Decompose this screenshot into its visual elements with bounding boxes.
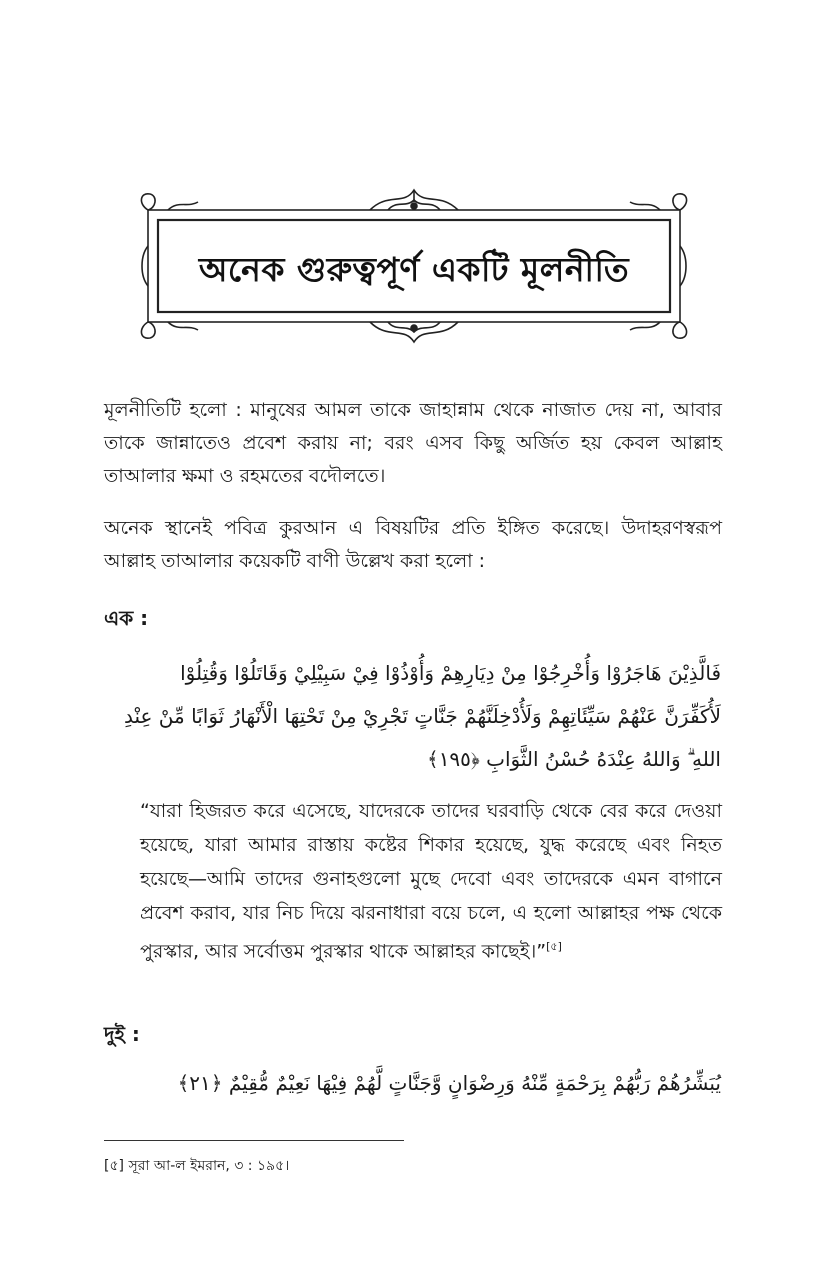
footnote-divider [104,1140,404,1141]
section-two-arabic-verse: يُبَشِّرُهُمْ رَبُّهُمْ بِرَحْمَةٍ مِّنْهُ وَرِضْوَانٍ وَّجَنَّاتٍ لَّهُمْ فِيْهَا نَعِيْمٌ مُّقِيْمٌ ﴿٢١﴾ [177,1071,721,1095]
footnote: [৫] সূরা আ-ল ইমরান, ৩ : ১৯৫। [104,1158,290,1174]
section-one-arabic-verse: فَالَّذِيْنَ هَاجَرُوْا وَأُخْرِجُوْا مِنْ دِيَارِهِمْ وَأُوْذُوْا فِيْ سَبِيْلِيْ وَقَاتَلُوْا وَقُتِلُوْا لَأُكَفِّرَنَّ عَنْهُمْ سَيِّئَاتِهِمْ وَلَأُدْخِلَنَّهُمْ جَنَّاتٍ تَجْرِيْ مِنْ تَحْتِهَا الْأَنْهَارُ ثَوَابًا مِّنْ عِنْدِ اللهِ ۗ وَاللهُ عِنْدَهُ حُسْنُ الثَّوَابِ ﴿١٩٥﴾ [123,661,721,771]
section-two-heading: দুই : [104,1022,140,1046]
footnote-reference: [৫] [546,940,562,953]
title-frame [138,186,690,344]
intro-paragraph: মূলনীতিটি হলো : মানুষের আমল তাকে জাহান্নাম থেকে নাজাত দেয় না, আবার তাকে জান্নাতেও প্রবেশ করায় না; বরং এসব কিছু অর্জিত হয় কেবল আল্লাহ তাআলার ক্ষমা ও রহমতের বদৌলতে। [104,399,722,487]
section-one-heading: এক : [104,606,149,630]
translation-text: “যারা হিজরত করে এসেছে, যাদেরকে তাদের ঘরবাড়ি থেকে বের করে দেওয়া হয়েছে, যারা আমার রাস্তায় কষ্টের শিকার হয়েছে, যুদ্ধ করেছে এবং নিহত হয়েছে—আমি তাদের গুনাহগুলো মুছে দেবো এবং তাদেরকে এমন বাগানে প্রবেশ করাব, যার নিচ দিয়ে ঝরনাধারা বয়ে চলে, এ হলো আল্লাহর পক্ষ থেকে পুরস্কার, আর সর্বোত্তম পুরস্কার থাকে আল্লাহর কাছেই।” [140,800,722,963]
page-title: অনেক গুরুত্বপূর্ণ একটি মূলনীতি [198,250,630,289]
section-one-translation [140,794,722,968]
paragraph-two: অনেক স্থানেই পবিত্র কুরআন এ বিষয়টির প্রতি ইঙ্গিত করেছে। উদাহরণস্বরূপ আল্লাহ তাআলার কয়েকটি বাণী উল্লেখ করা হলো : [104,517,722,572]
